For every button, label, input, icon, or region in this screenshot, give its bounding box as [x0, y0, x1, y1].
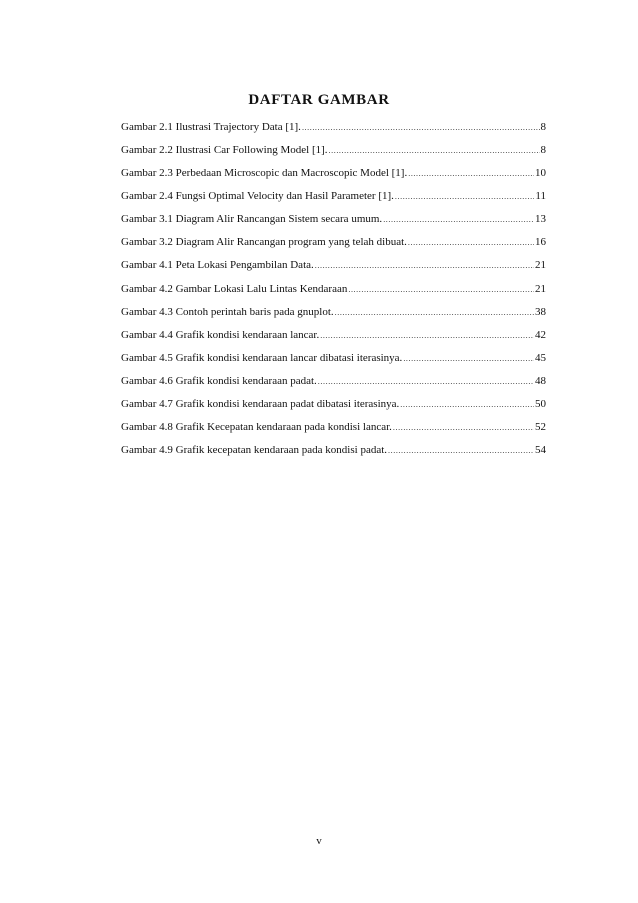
- dot-leader: [320, 329, 534, 343]
- entry-label: Gambar 4.9 Grafik kecepatan kendaraan pada kondisi padat.: [121, 444, 388, 457]
- entry-label: Gambar 2.4 Fungsi Optimal Velocity dan Hasil Parameter [1].: [121, 190, 394, 203]
- list-item[interactable]: [121, 235, 546, 258]
- dot-leader: [335, 306, 534, 320]
- entry-page-number: 54: [535, 444, 546, 457]
- entry-label: Gambar 4.8 Grafik Kecepatan kendaraan pada kondisi lancar.: [121, 421, 392, 434]
- dot-leader: [403, 352, 534, 366]
- dot-leader: [315, 259, 534, 273]
- entry-label: Gambar 2.3 Perbedaan Microscopic dan Macroscopic Model [1].: [121, 167, 408, 180]
- entry-page-number: 45: [535, 351, 546, 364]
- entry-page-number: 50: [535, 398, 546, 411]
- entry-page-number: 52: [535, 421, 546, 434]
- entry-label: Gambar 2.1 Ilustrasi Trajectory Data [1].: [121, 121, 301, 133]
- dot-leader: [388, 444, 534, 458]
- dot-leader: [408, 236, 534, 250]
- entry-label: Gambar 3.2 Diagram Alir Rancangan program yang telah dibuat.: [121, 236, 407, 249]
- entry-page-number: 8: [540, 144, 546, 156]
- entry-page-number: 13: [535, 213, 546, 226]
- list-item[interactable]: [121, 189, 546, 212]
- list-item[interactable]: [121, 420, 546, 443]
- entry-page-number: 21: [535, 259, 546, 272]
- list-item[interactable]: [121, 351, 546, 374]
- list-item[interactable]: [121, 282, 546, 305]
- dot-leader: [348, 283, 534, 297]
- entry-label: Gambar 4.5 Grafik kondisi kendaraan lancar dibatasi iterasinya.: [121, 351, 403, 364]
- entry-label: Gambar 2.2 Ilustrasi Car Following Model [1].: [121, 144, 328, 156]
- list-item[interactable]: [121, 166, 546, 189]
- list-item[interactable]: [121, 328, 546, 351]
- dot-leader: [408, 167, 534, 181]
- list-item[interactable]: [121, 305, 546, 328]
- entry-page-number: 48: [535, 374, 546, 387]
- entry-page-number: 11: [535, 190, 546, 203]
- list-item[interactable]: [121, 443, 546, 466]
- dot-leader: [395, 190, 535, 204]
- entry-label: Gambar 4.3 Contoh perintah baris pada gnuplot.: [121, 305, 334, 318]
- list-item[interactable]: [121, 397, 546, 420]
- dot-leader: [393, 421, 534, 435]
- entry-page-number: 10: [535, 167, 546, 180]
- entry-page-number: 21: [535, 282, 546, 295]
- figure-list: [121, 120, 546, 466]
- page-number: v: [316, 835, 322, 847]
- dot-leader: [302, 121, 540, 135]
- entry-label: Gambar 4.6 Grafik kondisi kendaraan padat.: [121, 374, 317, 387]
- dot-leader: [400, 398, 534, 412]
- list-item[interactable]: [121, 374, 546, 397]
- list-item[interactable]: [121, 212, 546, 235]
- entry-page-number: 38: [535, 305, 546, 318]
- list-item[interactable]: [121, 258, 546, 281]
- page-title: DAFTAR GAMBAR: [248, 92, 390, 108]
- entry-label: Gambar 4.4 Grafik kondisi kendaraan lancar.: [121, 328, 320, 341]
- dot-leader: [318, 375, 534, 389]
- list-item[interactable]: [121, 120, 546, 143]
- entry-page-number: 16: [535, 236, 546, 249]
- entry-label: Gambar 3.1 Diagram Alir Rancangan Sistem secara umum.: [121, 213, 383, 226]
- entry-page-number: 8: [540, 121, 546, 133]
- entry-label: Gambar 4.7 Grafik kondisi kendaraan padat dibatasi iterasinya.: [121, 398, 400, 411]
- list-item[interactable]: [121, 143, 546, 166]
- entry-label: Gambar 4.1 Peta Lokasi Pengambilan Data.: [121, 259, 314, 272]
- entry-label: Gambar 4.2 Gambar Lokasi Lalu Lintas Kendaraan: [121, 282, 348, 295]
- dot-leader: [383, 213, 534, 227]
- dot-leader: [329, 144, 540, 158]
- entry-page-number: 42: [535, 328, 546, 341]
